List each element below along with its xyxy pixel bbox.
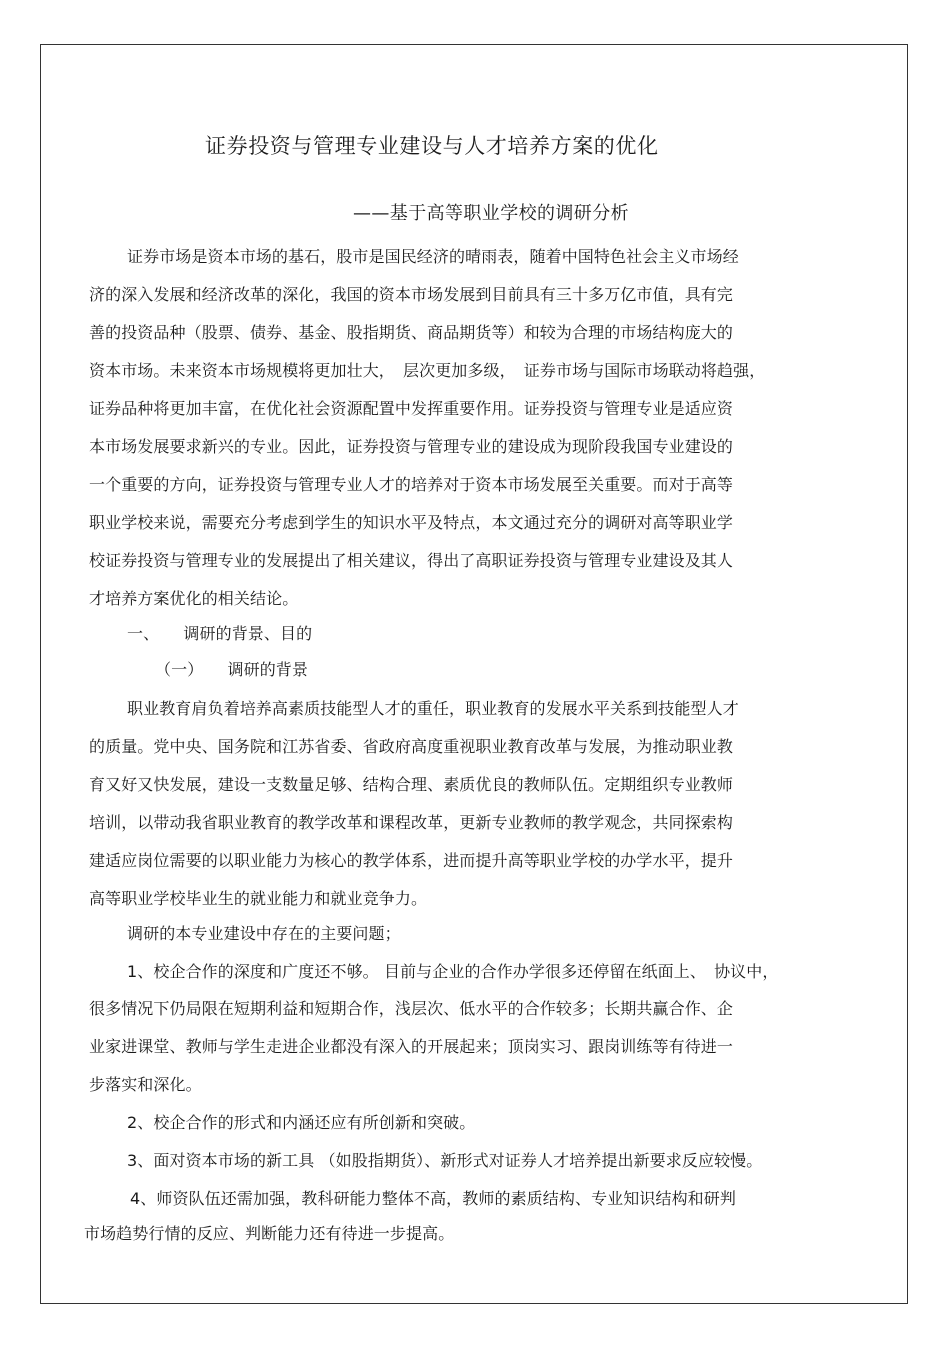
body-line: 职业教育肩负着培养高素质技能型人才的重任，职业教育的发展水平关系到技能型人才 xyxy=(127,699,739,718)
body-line: 证券市场是资本市场的基石，股市是国民经济的晴雨表，随着中国特色社会主义市场经 xyxy=(127,247,739,266)
body-line: 资本市场。未来资本市场规模将更加壮大， 层次更加多级， 证券市场与国际市场联动将趋强， xyxy=(89,361,766,380)
body-line: 业家进课堂、教师与学生走进企业都没有深入的开展起来；顶岗实习、跟岗训练等有待进一 xyxy=(89,1037,734,1056)
body-line: 建适应岗位需要的以职业能力为核心的教学体系，进而提升高等职业学校的办学水平，提升 xyxy=(89,851,734,870)
document-subtitle: ——基于高等职业学校的调研分析 xyxy=(353,203,629,224)
list-item: 3、面对资本市场的新工具 （如股指期货）、新形式对证券人才培养提出新要求反应较慢。 xyxy=(127,1151,763,1170)
body-line: 证券品种将更加丰富，在优化社会资源配置中发挥重要作用。证券投资与管理专业是适应资 xyxy=(89,399,734,418)
list-item: 1、校企合作的深度和广度还不够。 目前与企业的合作办学很多还停留在纸面上、 协议中， xyxy=(127,962,779,981)
body-line: 济的深入发展和经济改革的深化，我国的资本市场发展到目前具有三十多万亿市值，具有完 xyxy=(89,285,734,304)
body-line: 一个重要的方向，证券投资与管理专业人才的培养对于资本市场发展至关重要。而对于高等 xyxy=(89,475,734,494)
body-line: 育又好又快发展，建设一支数量足够、结构合理、素质优良的教师队伍。定期组织专业教师 xyxy=(89,775,734,794)
body-line: 校证券投资与管理专业的发展提出了相关建议，得出了高职证券投资与管理专业建设及其人 xyxy=(89,551,734,570)
body-line: 善的投资品种（股票、债券、基金、股指期货、商品期货等）和较为合理的市场结构庞大的 xyxy=(89,323,734,342)
document-title: 证券投资与管理专业建设与人才培养方案的优化 xyxy=(205,134,659,158)
body-line: 培训，以带动我省职业教育的教学改革和课程改革，更新专业教师的教学观念，共同探索构 xyxy=(89,813,734,832)
body-line: 本市场发展要求新兴的专业。因此，证券投资与管理专业的建设成为现阶段我国专业建设的 xyxy=(89,437,734,456)
body-line: 很多情况下仍局限在短期利益和短期合作，浅层次、低水平的合作较多；长期共赢合作、企 xyxy=(89,999,734,1018)
list-item: 2、校企合作的形式和内涵还应有所创新和突破。 xyxy=(127,1113,476,1132)
body-line: 的质量。党中央、国务院和江苏省委、省政府高度重视职业教育改革与发展，为推动职业教 xyxy=(89,737,734,756)
section-heading: 一、 调研的背景、目的 xyxy=(127,624,313,643)
list-item: 4、师资队伍还需加强，教科研能力整体不高，教师的素质结构、专业知识结构和研判 xyxy=(130,1189,736,1208)
body-line: 市场趋势行情的反应、判断能力还有待进一步提高。 xyxy=(84,1224,455,1243)
body-line: 步落实和深化。 xyxy=(89,1075,202,1094)
subsection-heading: （一） 调研的背景 xyxy=(155,660,309,679)
body-line: 高等职业学校毕业生的就业能力和就业竞争力。 xyxy=(89,889,428,908)
body-line: 职业学校来说，需要充分考虑到学生的知识水平及特点，本文通过充分的调研对高等职业学 xyxy=(89,513,734,532)
body-line: 才培养方案优化的相关结论。 xyxy=(89,589,299,608)
body-line: 调研的本专业建设中存在的主要问题； xyxy=(127,924,401,943)
